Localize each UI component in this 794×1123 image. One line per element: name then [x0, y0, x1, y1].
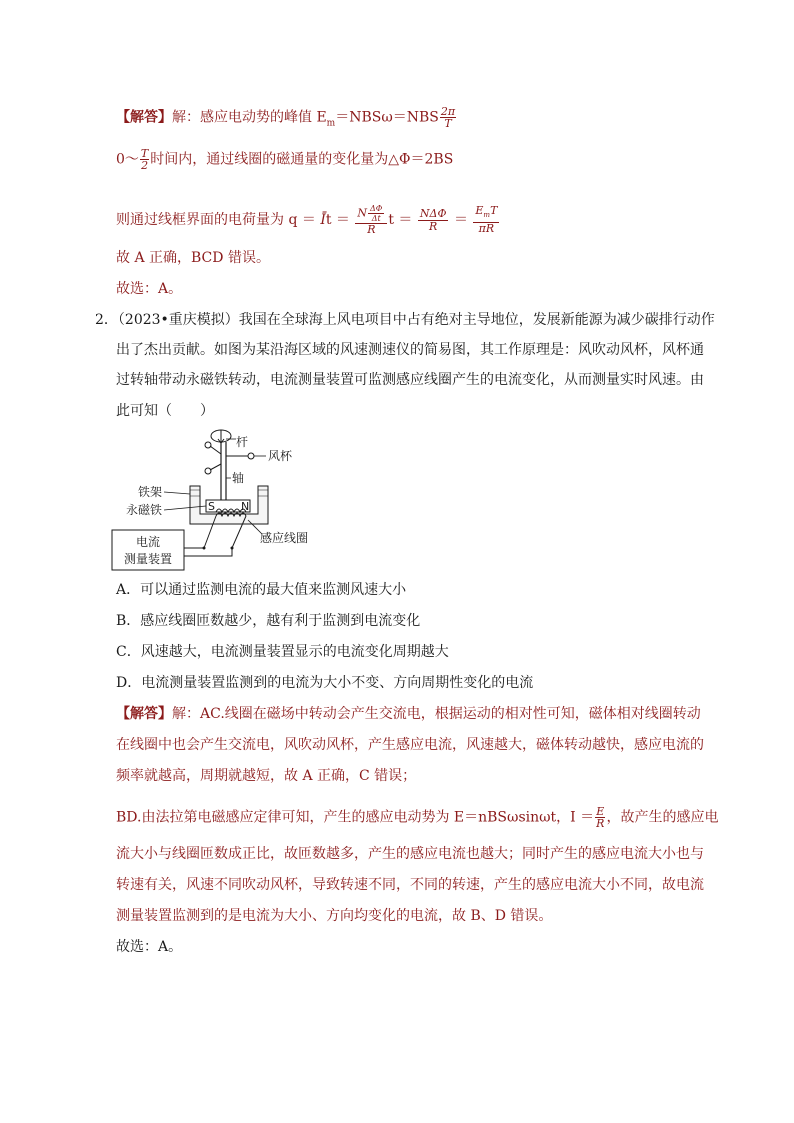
answer1-intro: 解：感应电动势的峰值 E — [172, 109, 327, 126]
answer2-line2: 在线圈中也会产生交流电，风吹动风杯，产生感应电流，风速越大，磁体转动越快，感应电流的 — [116, 737, 704, 753]
answer1-conclusion: 故 A 正确，BCD 错误。 — [116, 250, 270, 266]
label-frame: 铁架 — [138, 485, 163, 499]
answer2-line4 — [116, 806, 718, 829]
label-coil: 感应线圈 — [260, 531, 309, 545]
label-axis: 轴 — [232, 471, 245, 485]
question2-text-1: （2023•重庆模拟）我国在全球海上风电项目中占有绝对主导地位，发展新能源为减少碳排行动作 — [117, 312, 715, 328]
label-S-pole: S — [208, 500, 215, 513]
t-eq: t ＝ — [325, 212, 350, 228]
fraction-N-dphi-over-R: $\frac{\text{NΔΦ}}{R}$ — [419, 206, 447, 233]
answer2-line6: 转速有关，风速不同吹动风杯，导致转速不同，不同的转速，产生的感应电流大小不同，故电流 — [116, 877, 704, 893]
label-rod: 杆 — [236, 435, 249, 449]
answer1-eq: ＝NBSω＝NBS — [335, 109, 439, 126]
answer2-line1 — [116, 704, 701, 724]
option-c: C．风速越大，电流测量装置显示的电流变化周期越大 — [116, 644, 449, 660]
fraction-2pi-over-T: $\frac{2\pi}{T}$ — [440, 105, 456, 130]
question2-line2: 出了杰出贡献。如图为某沿海区域的风速测速仪的简易图，其工作原理是：风吹动风杯，风杯通 — [116, 342, 704, 358]
fraction-EmT-over-piR: $\frac{E_mT}{\pi R}$ — [475, 204, 498, 235]
label-cup: 风杯 — [268, 449, 293, 463]
question2-line1 — [95, 310, 715, 330]
answer1-charge-line — [116, 204, 500, 236]
label-meter-2: 测量装置 — [124, 552, 173, 566]
fraction-N-dphi-dt-over-R: N $\frac{\Delta\Phi}{\Delta t}$ R — [355, 204, 387, 236]
answer2-text-1: 解：AC.线圈在磁场中转动会产生交流电，根据运动的相对性可知，磁体相对线圈转动 — [172, 706, 701, 722]
answer2-choice: 故选：A。 — [116, 939, 183, 955]
option-a: A．可以通过监测电流的最大值来监测风速大小 — [116, 582, 407, 598]
fraction-E-over-R: $\frac{E}{R}$ — [596, 805, 605, 830]
avg-current-symbol: Ī — [320, 212, 326, 228]
charge-intro: 则通过线框界面的电荷量为 q ＝ — [116, 212, 316, 228]
cup-left-bottom — [205, 468, 211, 474]
wind-speed-meter-diagram — [108, 424, 368, 574]
label-magnet: 永磁铁 — [126, 503, 163, 517]
subscript-m: m — [326, 118, 336, 129]
question-number: 2． — [95, 312, 118, 328]
option-b: B．感应线圈匝数越少，越有利于监测到电流变化 — [116, 613, 421, 629]
answer-tag: 【解答】 — [116, 706, 172, 722]
cup-arm-left-bottom — [210, 464, 221, 470]
wire-right-h — [184, 548, 232, 556]
answer2-line7: 测量装置监测到的是电流为大小、方向均变化的电流，故 B、D 错误。 — [116, 908, 553, 924]
cup-right — [248, 453, 254, 459]
label-meter-1: 电流 — [136, 535, 161, 549]
fraction-T-over-2: $\frac{T}{2}$ — [140, 147, 149, 172]
answer2-emf-end: ，故产生的感应电 — [606, 809, 719, 826]
answer2-line5: 流大小与线圈匝数成正比，故匝数越多，产生的感应电流也越大；同时产生的感应电流大小也与 — [116, 846, 704, 862]
t-eq-2: t ＝ — [388, 212, 413, 228]
flux-change-text: 时间内，通过线圈的磁通量的变化量为△Φ＝2BS — [150, 151, 454, 168]
answer1-choice: 故选：A。 — [116, 281, 183, 297]
cup-left-top — [205, 442, 211, 448]
cup-arm-left-top — [210, 446, 221, 454]
question2-line4: 此可知（ ） — [116, 403, 214, 419]
label-N-pole: N — [241, 500, 250, 513]
answer2-line3: 频率就越高，周期就越短，故 A 正确，C 错误； — [116, 768, 417, 784]
option-d: D．电流测量装置监测到的电流为大小不变、方向周期性变化的电流 — [116, 675, 534, 691]
question2-line3: 过转轴带动永磁铁转动，电流测量装置可监测感应线圈产生的电流变化，从而测量实时风速。由 — [116, 372, 704, 388]
answer1-flux-line — [116, 148, 453, 171]
answer1-peak-line — [116, 106, 457, 133]
answer-tag: 【解答】 — [116, 109, 172, 126]
leader-frame — [164, 492, 190, 494]
equals-sign: ＝ — [453, 212, 468, 228]
time-range-start: 0～ — [116, 151, 139, 168]
answer2-emf-text: BD.由法拉第电磁感应定律可知，产生的感应电动势为 E＝nBSωsinωt，I ＝ — [116, 809, 595, 826]
